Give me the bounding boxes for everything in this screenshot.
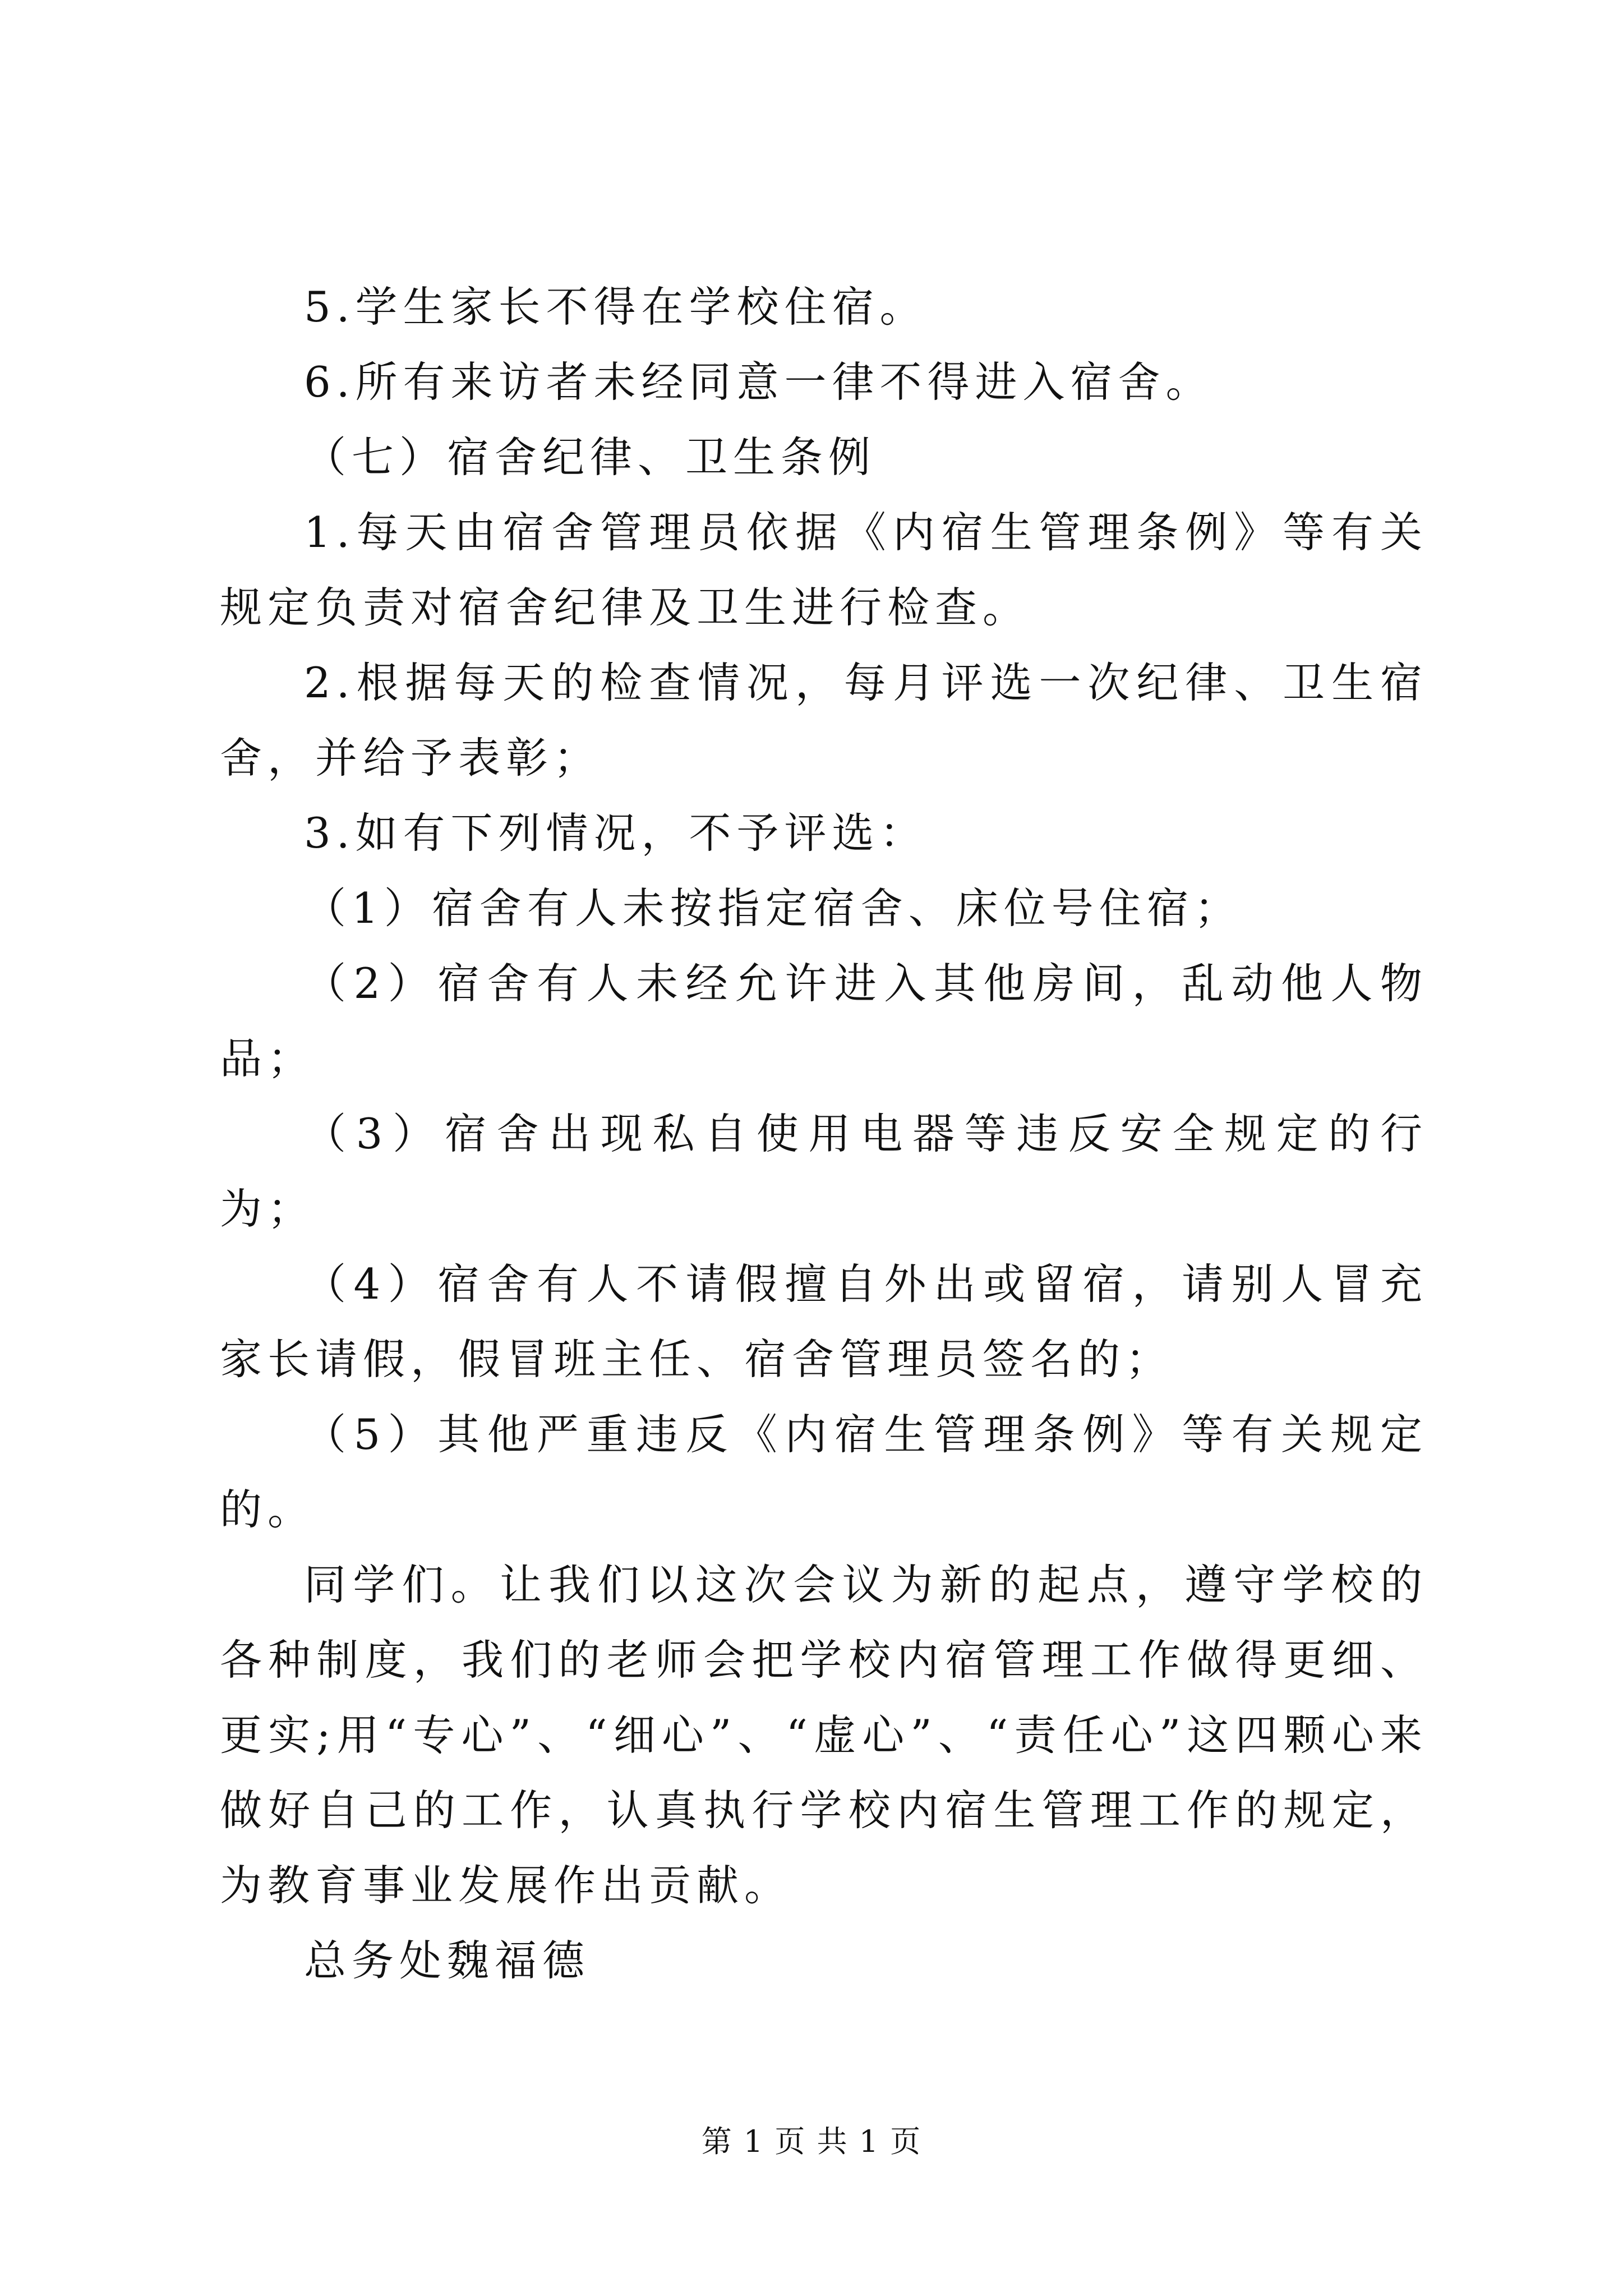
section-heading-7: （七）宿舍纪律、卫生条例 bbox=[304, 432, 877, 482]
sub-item-4: （4）宿舍有人不请假擅自外出或留宿，请别人冒充家长请假，假冒班主任、宿舍管理员签名的； bbox=[220, 1259, 1428, 1384]
paragraph-item-3: 3.如有下列情况，不予评选： bbox=[304, 808, 928, 858]
document-body bbox=[220, 269, 1428, 1998]
paragraph-item-1: 1.每天由宿舍管理员依据《内宿生管理条例》等有关规定负责对宿舍纪律及卫生进行检查。 bbox=[220, 508, 1428, 632]
paragraph-rule-5: 5.学生家长不得在学校住宿。 bbox=[304, 282, 928, 332]
closing-paragraph: 同学们。让我们以这次会议为新的起点，遵守学校的各种制度，我们的老师会把学校内宿管理工作做得更细、更实;用“专心”、“细心”、“虚心”、“责任心”这四颗心来做好自己的工作，认真执行学校内宿生管理工作的规定，为教育事业发展作出贡献。 bbox=[220, 1560, 1428, 1910]
sub-item-1: （1）宿舍有人未按指定宿舍、床位号住宿； bbox=[304, 884, 1242, 933]
sub-item-2: （2）宿舍有人未经允许进入其他房间，乱动他人物品； bbox=[220, 959, 1428, 1083]
signature-line: 总务处魏福德 bbox=[304, 1936, 591, 1985]
sub-item-3: （3）宿舍出现私自使用电器等违反安全规定的行为； bbox=[220, 1109, 1428, 1234]
paragraph-rule-6: 6.所有来访者未经同意一律不得进入宿舍。 bbox=[304, 357, 1214, 407]
page-footer: 第 1 页 共 1 页 bbox=[701, 2124, 922, 2159]
paragraph-item-2: 2.根据每天的检查情况，每月评选一次纪律、卫生宿舍，并给予表彰； bbox=[220, 658, 1428, 783]
sub-item-5: （5）其他严重违反《内宿生管理条例》等有关规定的。 bbox=[220, 1410, 1428, 1534]
